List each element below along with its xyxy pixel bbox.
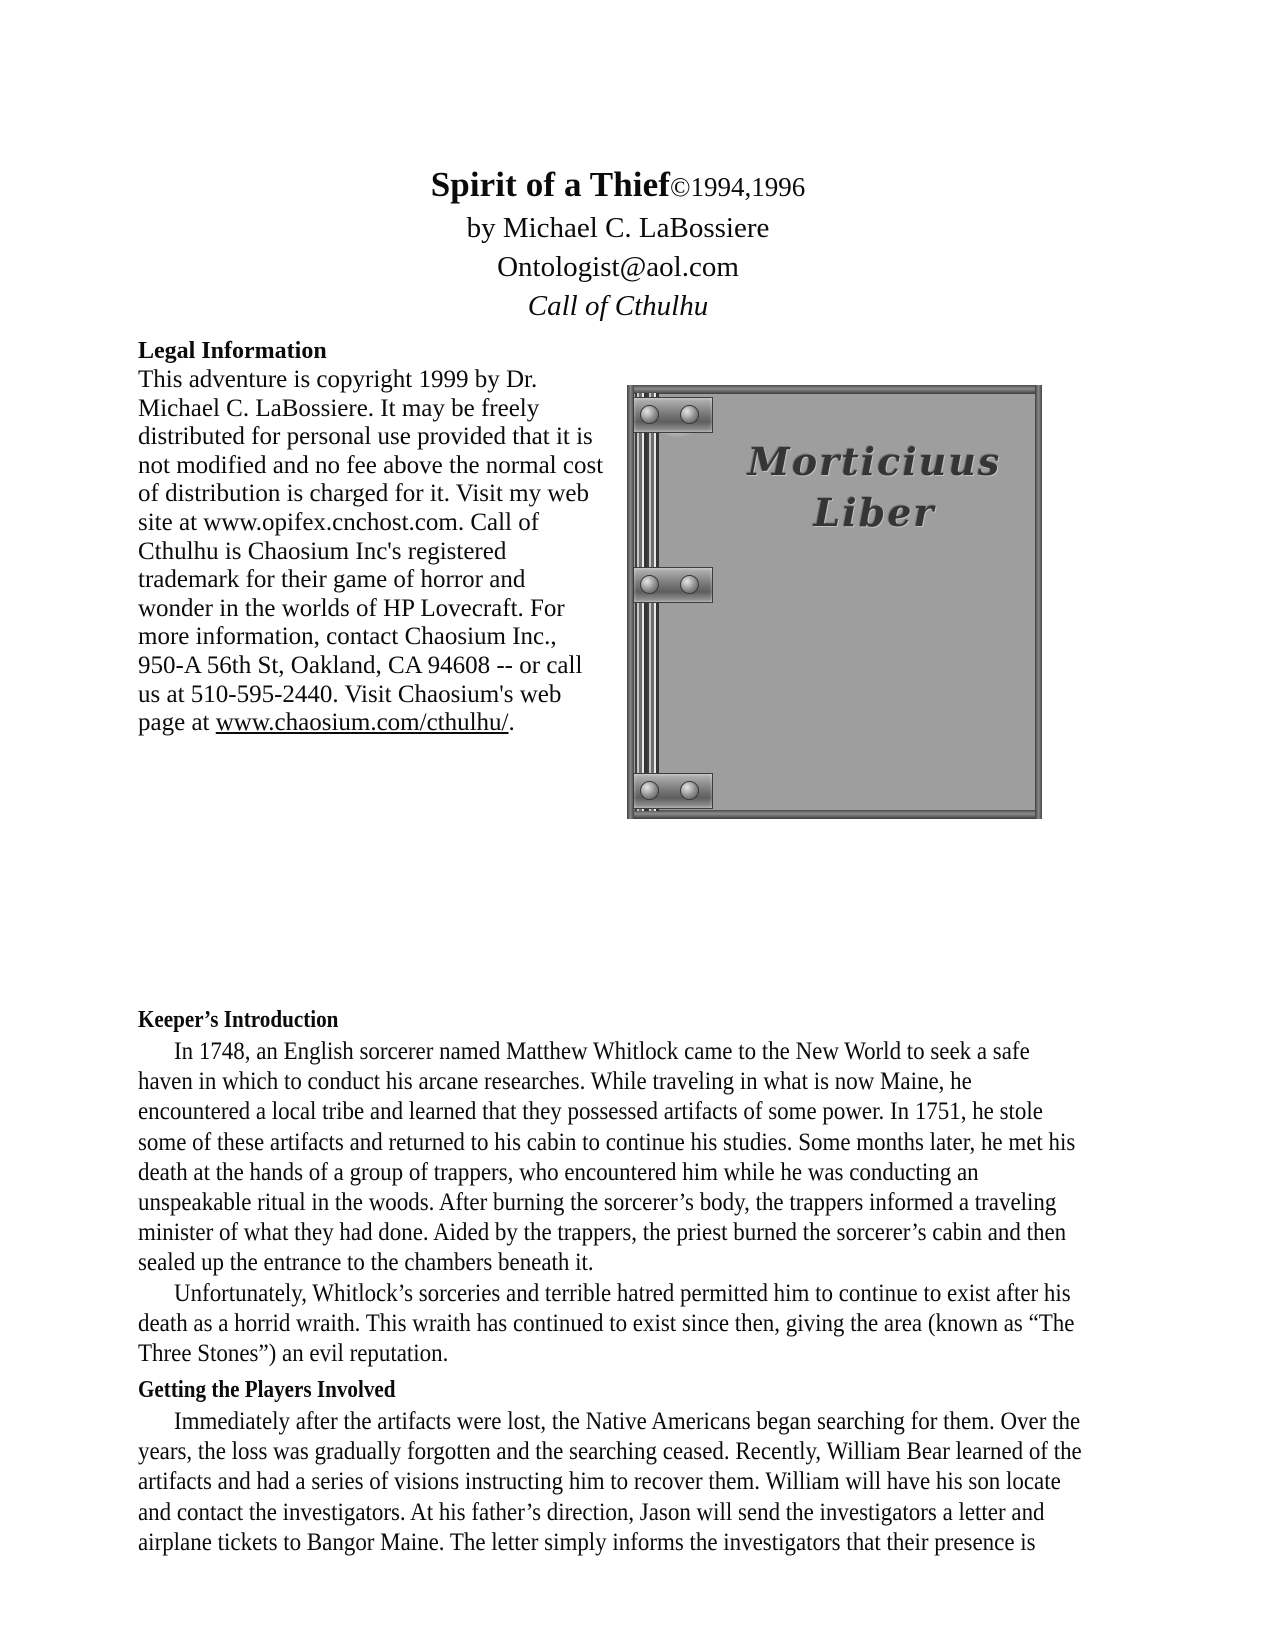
keepers-introduction-section	[138, 1005, 1090, 1368]
rivet-icon	[640, 405, 659, 424]
title-copyright-text: ©1994,1996	[670, 172, 806, 202]
book-cover-right-edge	[1035, 385, 1042, 819]
book-cover-title-line-2: Liber	[813, 490, 936, 535]
rivet-icon	[680, 781, 699, 800]
legal-information-body	[138, 366, 606, 738]
book-cover-title-line-1: Morticiuus	[747, 439, 1002, 484]
legal-text-before-link: This adventure is copyright 1999 by Dr. Michael C. LaBossiere. It may be freely distributed for personal use provided that it is not modified and no fee above the normal cost of distribution is charged for it. Visit my web site at www.opifex.cnchost.com. Call of Cthulhu is Chaosium Inc's registered trademark for their game of horror and wonder in the worlds of HP Lovecraft. For more information, contact Chaosium Inc., 950-A 56th St, Oakland, CA 94608 -- or call us at 510-595-2440. Visit Chaosium's web page at	[138, 366, 604, 737]
chaosium-url-link[interactable]: www.chaosium.com/cthulhu/	[215, 709, 509, 737]
book-cover-title	[717, 437, 1032, 539]
page-title	[138, 163, 1098, 209]
keepers-introduction-heading: Keeper’s Introduction	[138, 1007, 339, 1033]
book-clasp-bottom	[633, 773, 713, 809]
keepers-introduction-paragraph-1: In 1748, an English sorcerer named Matthew Whitlock came to the New World to seek a safe haven in which to conduct his arcane researches. While traveling in what is now Maine, he encountered a local tribe and learned that they possessed artifacts of some power. In 1751, he stole some of these artifacts and returned to his cabin to continue his studies. Some months later, he met his death at the hands of a group of trappers, who encountered him while he was conducting an unspeakable ritual in the woods. After burning the sorcerer’s body, the trappers informed a traveling minister of what they had done. Aided by the trappers, the priest burned the sorcerer’s cabin and then sealed up the entrance to the chambers beneath it.	[138, 1036, 1076, 1277]
title-main-text: Spirit of a Thief	[430, 165, 670, 204]
rivet-icon	[640, 575, 659, 594]
legal-text-after-link: .	[508, 709, 515, 737]
book-cover-bottom-edge	[627, 810, 1042, 819]
legal-information-section	[138, 337, 1090, 825]
getting-players-involved-section	[138, 1375, 1090, 1557]
rivet-icon	[640, 781, 659, 800]
title-block	[138, 163, 1098, 326]
book-cover-top-edge	[627, 385, 1042, 394]
legal-information-heading: Legal Information	[138, 338, 327, 364]
author-byline: by Michael C. LaBossiere	[466, 212, 770, 244]
author-email: Ontologist@aol.com	[497, 251, 739, 283]
book-clasp-middle	[633, 567, 713, 603]
getting-players-involved-paragraph-1: Immediately after the artifacts were lost, the Native Americans began searching for them. Over the years, the loss was gradually forgotten and the searching ceased. Recently, William Bear learned of the artifacts and had a series of visions instructing him to recover them. William will have his son locate and contact the investigators. At his father’s direction, Jason will send the investigators a letter and airplane tickets to Bangor Maine. The letter simply informs the investigators that their presence is	[138, 1406, 1082, 1556]
game-system-line: Call of Cthulhu	[527, 290, 709, 322]
rivet-icon	[680, 405, 699, 424]
book-cover-image	[627, 385, 1042, 819]
book-clasp-top	[633, 397, 713, 433]
keepers-introduction-paragraph-2: Unfortunately, Whitlock’s sorceries and terrible hatred permitted him to continue to exist after his death as a horrid wraith. This wraith has continued to exist since then, giving the area (known as “The Three Stones”) an evil reputation.	[138, 1277, 1075, 1368]
getting-players-involved-heading: Getting the Players Involved	[138, 1377, 396, 1403]
rivet-icon	[680, 575, 699, 594]
